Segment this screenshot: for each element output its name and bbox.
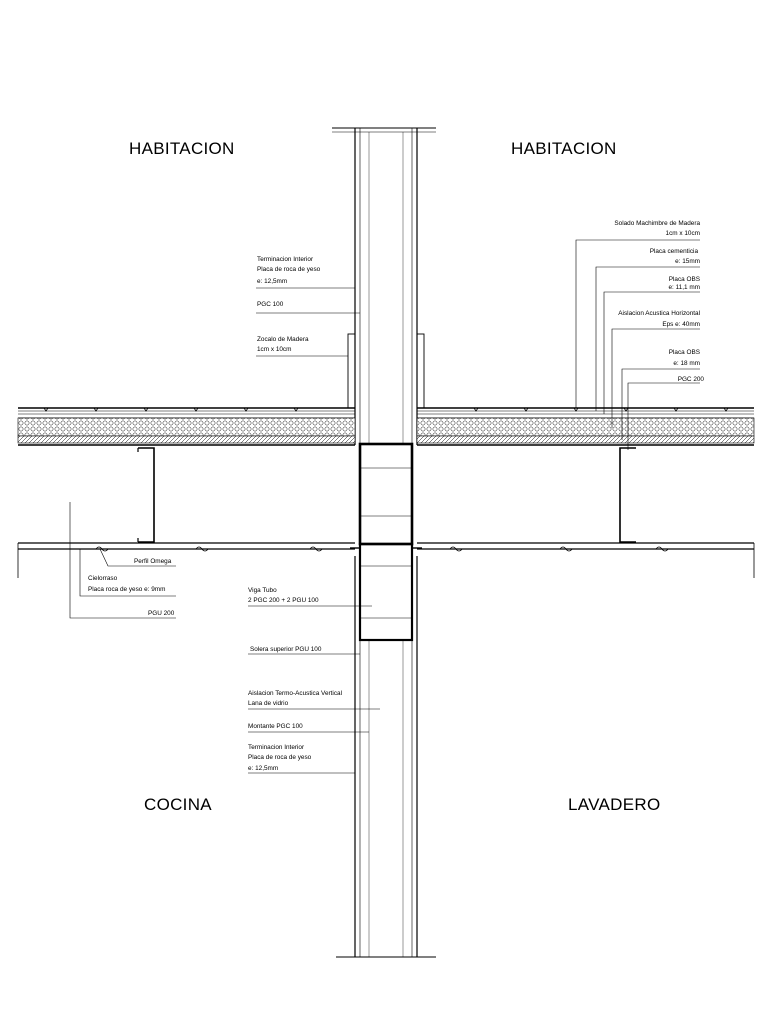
ann-solado-2: 1cm x 10cm	[665, 230, 700, 237]
ann-cielorraso-1: Cielorraso	[88, 575, 118, 582]
ann-zocalo-1: Zocalo de Madera	[257, 336, 309, 343]
annotation-zocalo	[257, 336, 309, 353]
annotation-placa-obs-2	[669, 349, 700, 367]
room-label-habitacion-right: HABITACION	[511, 139, 617, 158]
ann-pgc200: PGC 200	[677, 376, 704, 383]
ann-viga-2: 2 PGC 200 + 2 PGU 100	[248, 597, 319, 604]
ann-cementicia-1: Placa cementicia	[649, 248, 698, 255]
annotation-placa-cementicia	[650, 248, 700, 265]
ann-obs2-2: e: 18 mm	[673, 360, 700, 367]
ann-cielorraso-2: Placa roca de yeso e: 9mm	[88, 586, 166, 593]
ann-terminacion-top-3: e: 12,5mm	[257, 278, 288, 285]
ann-cementicia-2: e: 15mm	[675, 258, 700, 265]
annotation-terminacion-bottom	[248, 744, 312, 772]
ann-terminacion-bot-1: Terminacion Interior	[248, 744, 305, 751]
annotation-solado	[614, 220, 700, 237]
ann-montante: Montante PGC 100	[248, 723, 303, 730]
annotation-aislacion-vertical	[248, 690, 342, 707]
ann-aislh-2: Eps e: 40mm	[662, 321, 700, 328]
baseboards	[348, 334, 424, 408]
ann-aislh-1: Aislacion Acustica Horizontal	[618, 310, 700, 317]
ann-terminacion-bot-3: e: 12,5mm	[248, 765, 279, 772]
ann-solera-superior: Solera superior PGU 100	[250, 646, 322, 653]
annotation-aislacion-horizontal	[618, 310, 700, 328]
ann-obs1-2: e: 11,1 mm	[668, 284, 700, 291]
ann-viga-1: Viga Tubo	[248, 587, 277, 594]
annotation-cielorraso	[88, 575, 165, 593]
ann-terminacion-bot-2: Placa de roca de yeso	[248, 754, 312, 761]
ann-terminacion-top-1: Terminacion Interior	[257, 256, 314, 263]
ann-pgu200: PGU 200	[148, 610, 175, 617]
ann-obs2-1: Placa OBS	[668, 349, 700, 356]
room-label-cocina: COCINA	[144, 795, 212, 814]
ann-aislv-2: Lana de vidrio	[248, 700, 289, 707]
leader-lines	[70, 240, 700, 773]
ann-perfil-omega: Perfil Omega	[134, 558, 172, 565]
room-label-habitacion-left: HABITACION	[129, 139, 235, 158]
annotation-placa-obs-1	[669, 276, 701, 291]
ann-solado-1: Solado Machimbre de Madera	[614, 220, 700, 227]
annotation-terminacion-top	[257, 256, 321, 285]
viga-tubo	[350, 444, 422, 640]
ann-zocalo-2: 1cm x 10cm	[257, 346, 292, 353]
floor-assembly-left	[18, 408, 355, 578]
ann-terminacion-top-2: Placa de roca de yeso	[257, 266, 321, 273]
floor-assembly-right	[417, 408, 754, 578]
ann-obs1-1: Placa OBS	[668, 276, 700, 283]
room-label-lavadero: LAVADERO	[568, 795, 661, 814]
annotation-viga-tubo	[248, 587, 319, 604]
ann-pgc100: PGC 100	[257, 301, 284, 308]
ann-aislv-1: Aislacion Termo-Acustica Vertical	[248, 690, 343, 697]
